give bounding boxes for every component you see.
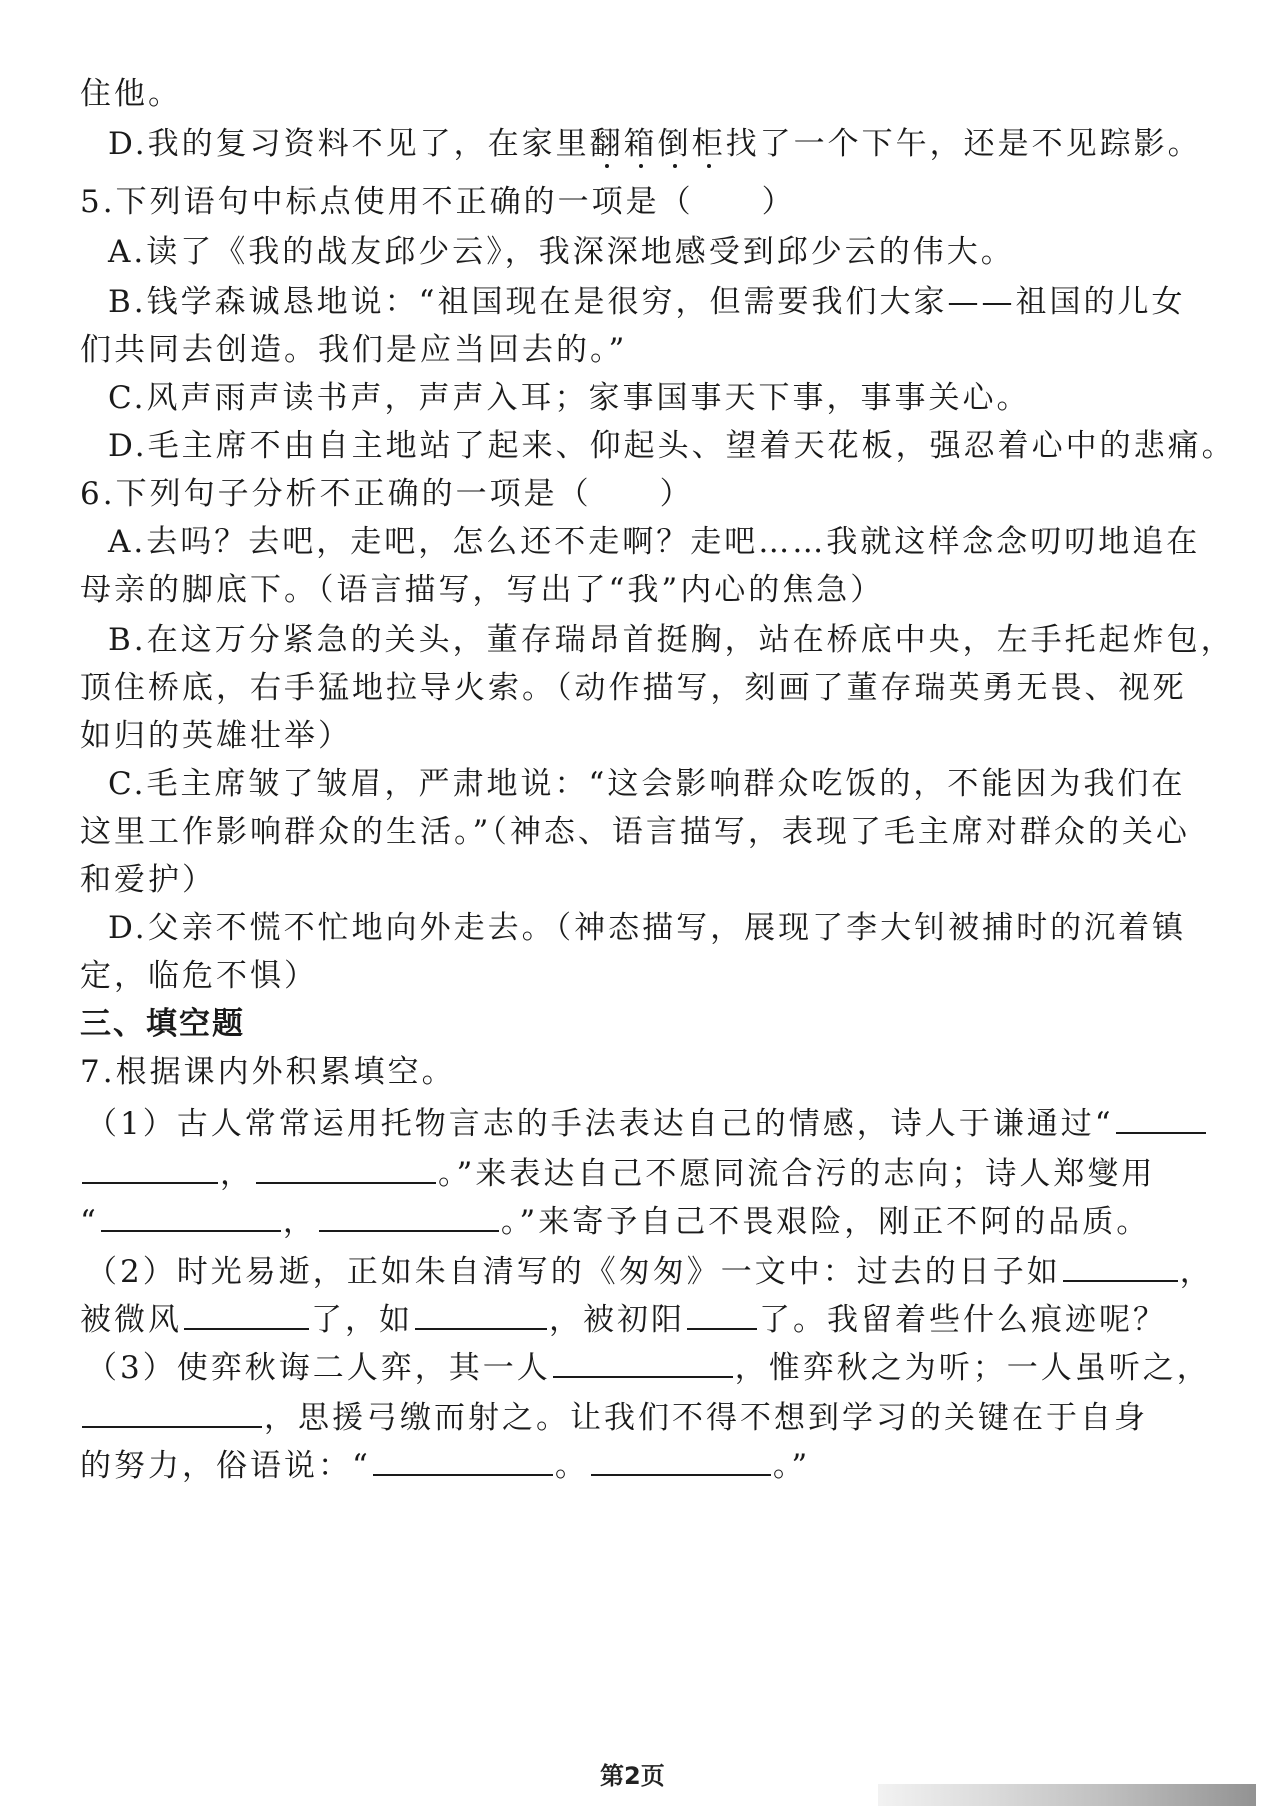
sub-question-3 — [86, 1346, 1211, 1388]
text-segment: （2）时光易逝，正如朱自清写的《匆匆》一文中：过去的日子如 — [86, 1254, 1061, 1290]
fill-blank[interactable] — [319, 1200, 499, 1232]
page-number: 第2页 — [600, 1762, 665, 1790]
text-line — [80, 1152, 1155, 1194]
text-line: 如归的英雄壮举） — [80, 718, 352, 754]
fill-blank[interactable] — [256, 1152, 436, 1184]
text-line: 母亲的脚底下。（语言描写，写出了“我”内心的焦急） — [80, 572, 885, 608]
scan-artifact — [878, 1784, 1256, 1806]
text-segment: ，思援弓缴而射之。让我们不得不想到学习的关键在于自身 — [264, 1400, 1148, 1436]
emphasis-dot-char: 柜 — [691, 126, 726, 162]
text-segment: ，惟弈秋之为听；一人虽听之， — [734, 1350, 1211, 1386]
text-segment: 找了一个下午，还是不见踪影。 — [725, 126, 1202, 162]
sub-question-2 — [86, 1250, 1214, 1292]
option-d-q4 — [108, 124, 1202, 164]
text-segment: ，被初阳 — [549, 1302, 685, 1338]
text-line: 和爱护） — [80, 862, 216, 898]
text-segment: ， — [282, 1204, 317, 1240]
text-line: 定，临危不惧） — [80, 958, 318, 994]
text-segment: ， — [220, 1156, 254, 1192]
option-a-q5: A.读了《我的战友邱少云》，我深深地感受到邱少云的伟大。 — [108, 234, 1015, 270]
question-7: 7.根据课内外积累填空。 — [80, 1054, 456, 1090]
fill-blank[interactable] — [101, 1200, 281, 1232]
fill-blank[interactable] — [82, 1152, 218, 1184]
fill-blank[interactable] — [184, 1298, 309, 1330]
option-d-q5: D.毛主席不由自主地站了起来、仰起头、望着天花板，强忍着心中的悲痛。 — [108, 428, 1236, 464]
text-segment: 被微风 — [80, 1302, 182, 1338]
text-segment: 了，如 — [311, 1302, 413, 1338]
text-line: 们共同去创造。我们是应当回去的。” — [80, 332, 628, 368]
text-segment: 的努力，俗语说：“ — [80, 1448, 371, 1484]
text-line — [80, 1396, 1148, 1438]
text-line — [80, 1444, 810, 1486]
text-line — [80, 1298, 1167, 1340]
option-c-q6: C.毛主席皱了皱眉，严肃地说：“这会影响群众吃饭的，不能因为我们在 — [108, 766, 1186, 802]
text-line: 顶住桥底，右手猛地拉导火索。（动作描写，刻画了董存瑞英勇无畏、视死 — [80, 670, 1187, 706]
text-segment: ， — [1179, 1254, 1214, 1290]
text-segment: D.我的复习资料不见了，在家里 — [108, 126, 590, 162]
text-segment: 。”来表达自己不愿同流合污的志向；诗人郑燮用 — [438, 1156, 1156, 1192]
text-segment: 。 — [554, 1448, 589, 1484]
option-c-q5: C.风声雨声读书声，声声入耳；家事国事天下事，事事关心。 — [108, 380, 1031, 416]
text-segment: 。” — [772, 1448, 811, 1484]
fill-blank[interactable] — [415, 1298, 547, 1330]
fill-blank[interactable] — [1063, 1250, 1178, 1282]
fill-blank[interactable] — [373, 1444, 553, 1476]
text-segment: 了。我留着些什么痕迹呢？ — [759, 1302, 1167, 1338]
text-line — [80, 1200, 1150, 1242]
text-line: 这里工作影响群众的生活。”（神态、语言描写，表现了毛主席对群众的关心 — [80, 814, 1190, 850]
option-b-q6: B.在这万分紧急的关头，董存瑞昂首挺胸，站在桥底中央，左手托起炸包， — [108, 622, 1235, 658]
emphasis-dot-char: 倒 — [657, 126, 692, 162]
option-b-q5: B.钱学森诚恳地说：“祖国现在是很穷，但需要我们大家——祖国的儿女 — [108, 284, 1186, 320]
fill-blank[interactable] — [553, 1346, 733, 1378]
option-a-q6: A.去吗？去吧，走吧，怎么还不走啊？走吧……我就这样念念叨叨地追在 — [108, 524, 1201, 560]
emphasis-dot-char: 翻 — [589, 126, 624, 162]
fill-blank[interactable] — [687, 1298, 757, 1330]
text-segment: （1）古人常常运用托物言志的手法表达自己的情感，诗人于谦通过“ — [86, 1106, 1114, 1142]
fill-blank[interactable] — [82, 1396, 262, 1428]
fill-blank[interactable] — [1116, 1102, 1206, 1134]
question-6: 6.下列句子分析不正确的一项是（ ） — [80, 476, 694, 512]
option-d-q6: D.父亲不慌不忙地向外走去。（神态描写，展现了李大钊被捕时的沉着镇 — [108, 910, 1187, 946]
fill-blank[interactable] — [591, 1444, 771, 1476]
sub-question-1 — [86, 1102, 1208, 1144]
question-5: 5.下列语句中标点使用不正确的一项是（ ） — [80, 184, 796, 220]
section-heading: 三、填空题 — [80, 1006, 245, 1042]
text-segment: （3）使弈秋诲二人弈，其一人 — [86, 1350, 551, 1386]
text-segment: “ — [80, 1204, 99, 1240]
text-line: 住他。 — [80, 76, 182, 112]
emphasis-dot-char: 箱 — [623, 126, 658, 162]
text-segment: 。”来寄予自己不畏艰险，刚正不阿的品质。 — [500, 1204, 1151, 1240]
